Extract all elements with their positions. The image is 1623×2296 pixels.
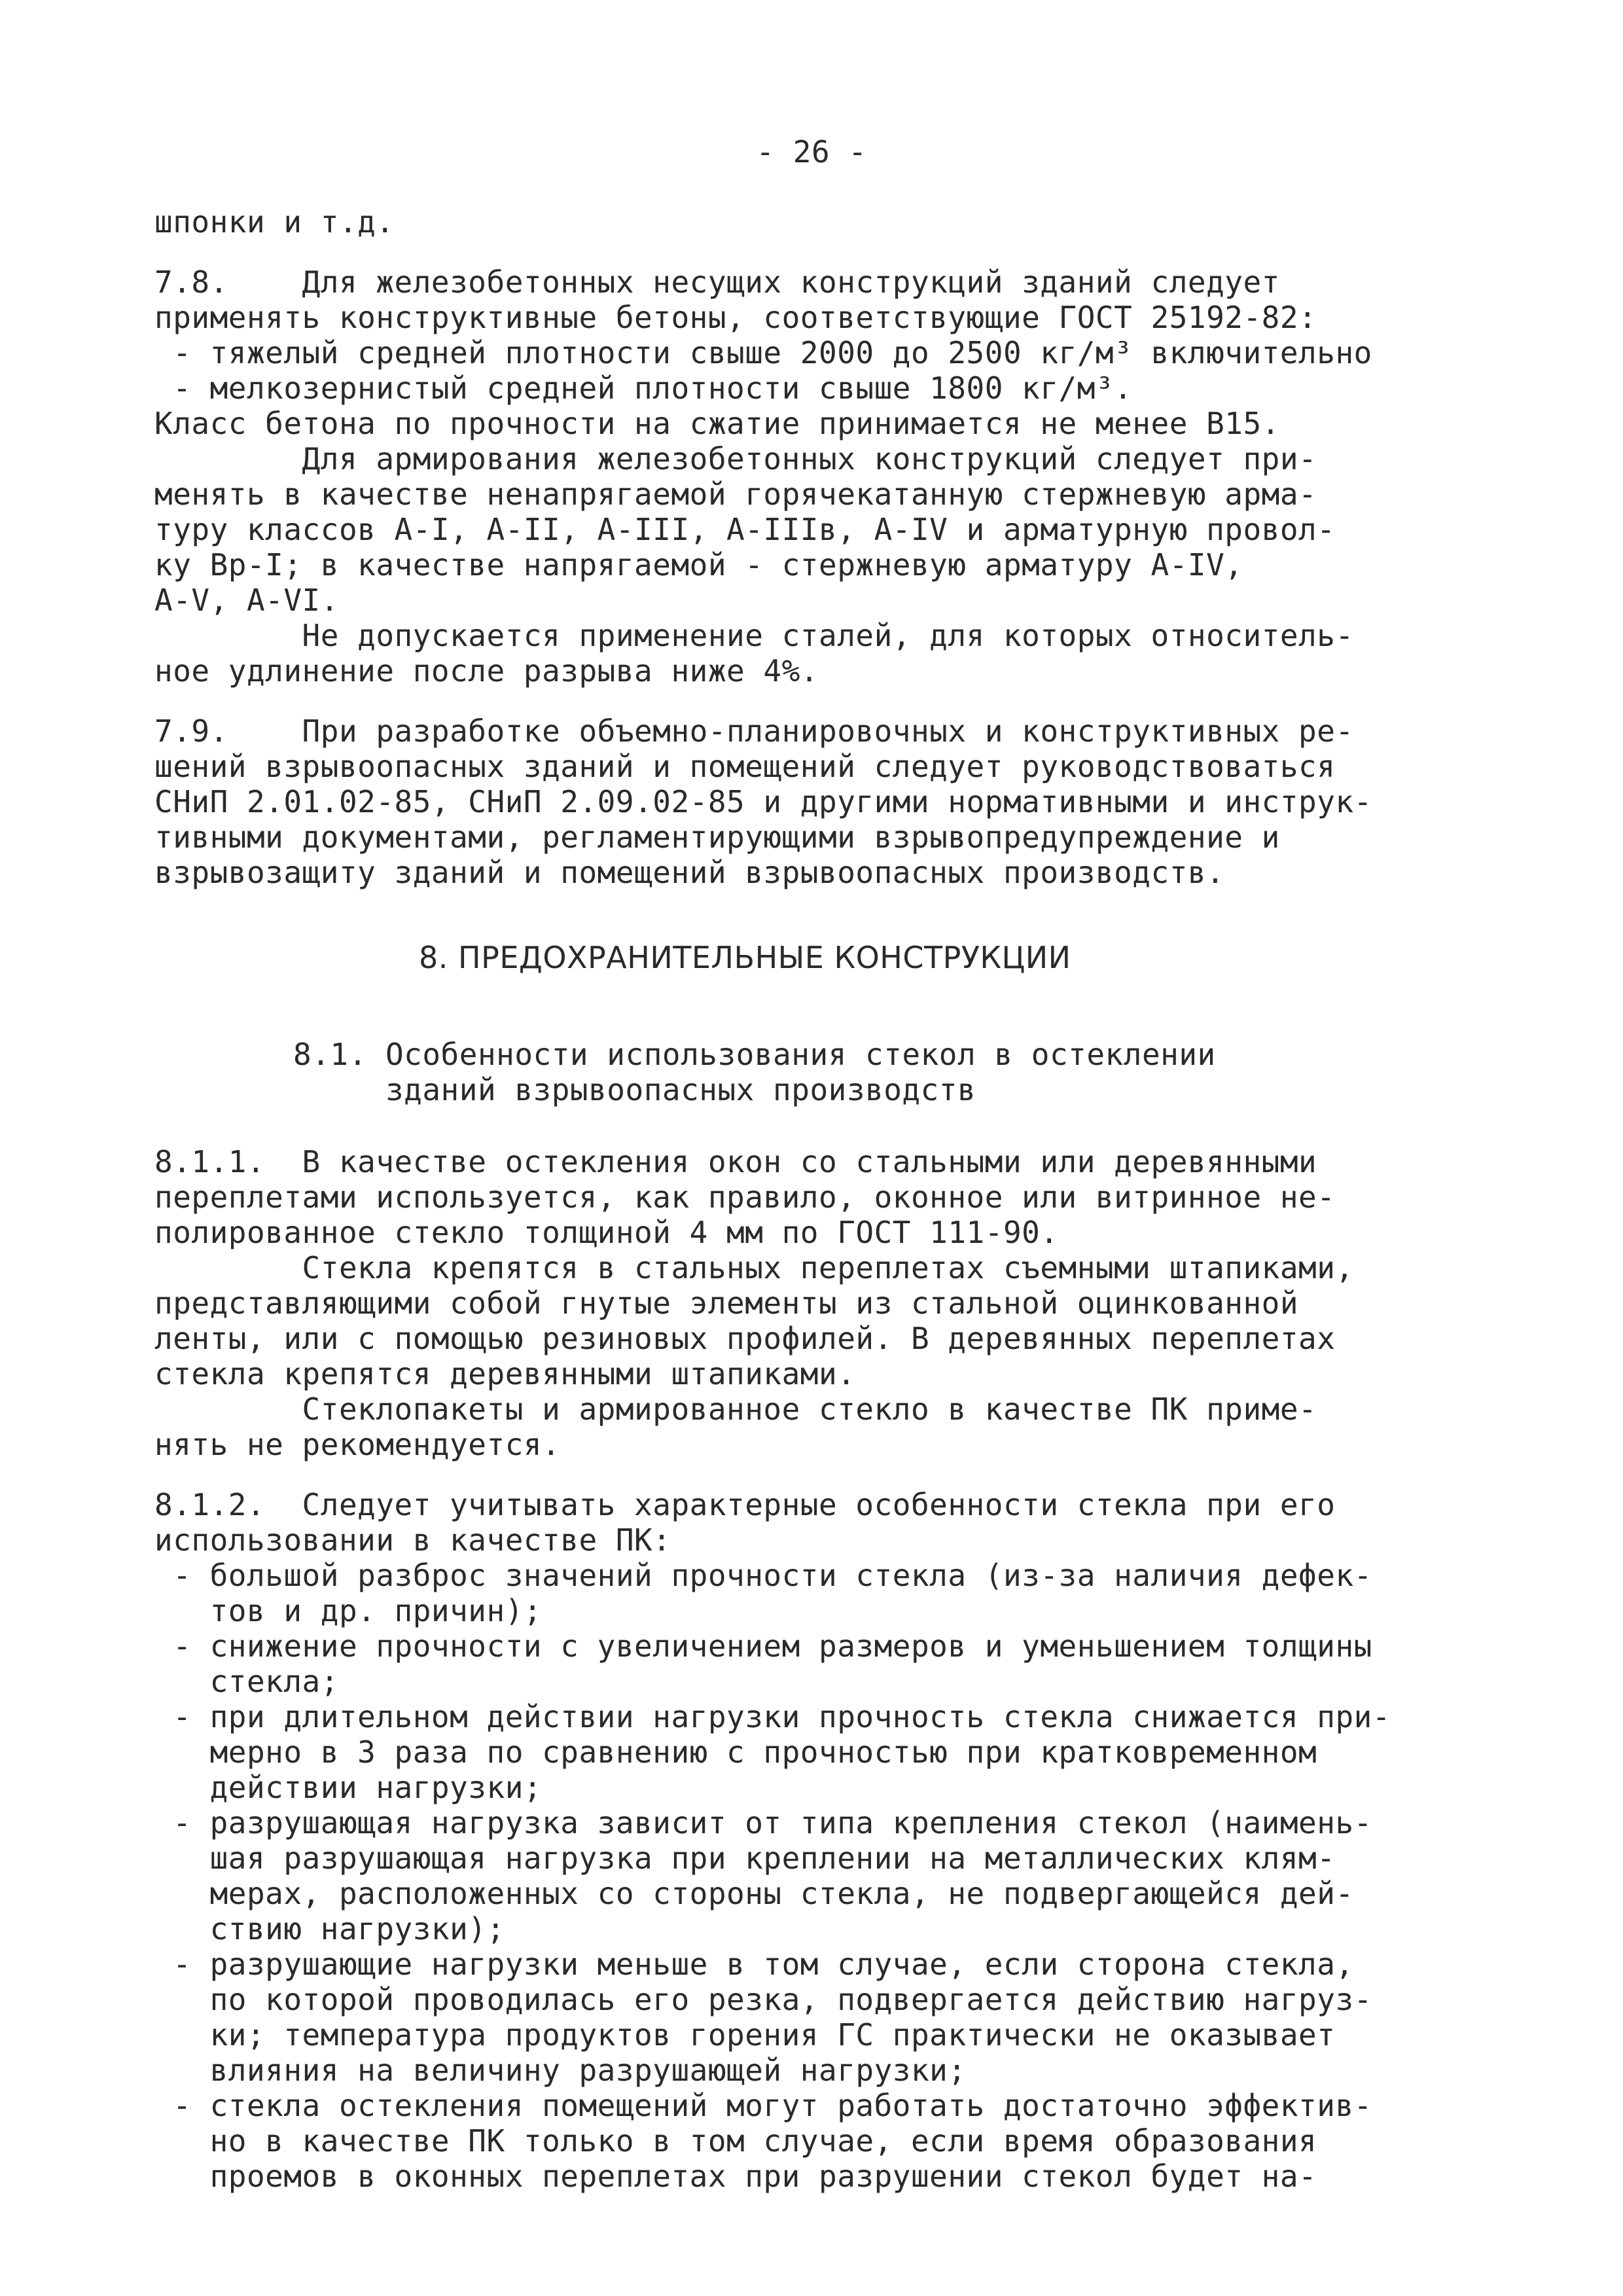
text-line: использовании в качестве ПК: (154, 1522, 671, 1558)
list-item: - разрушающие нагрузки меньше в том случае, если сторона стекла, (154, 1946, 1354, 1982)
text-line: по которой проводилась его резка, подвергается действию нагруз- (154, 1982, 1372, 2017)
text-line: ленты, или с помощью резиновых профилей. В деревянных переплетах (154, 1321, 1336, 1356)
text-line: тов и др. причин); (154, 1593, 543, 1628)
text-line: СНиП 2.01.02-85, СНиП 2.09.02-85 и другими нормативными и инструк- (154, 784, 1372, 819)
text-line: Класс бетона по прочности на сжатие принимается не менее В15. (154, 406, 1280, 441)
text-line: представляющими собой гнутые элементы из стальной оцинкованной (154, 1285, 1299, 1321)
page-number: - 26 - (756, 134, 867, 170)
text-line: 8.1. Особенности использования стекол в остеклении (293, 1037, 1216, 1072)
text-line: влияния на величину разрушающей нагрузки; (154, 2053, 967, 2088)
text-line: нять не рекомендуется. (154, 1427, 561, 1462)
text-line: Стеклопакеты и армированное стекло в качестве ПК приме- (154, 1391, 1317, 1427)
text-line: 7.9. При разработке объемно-планировочных и конструктивных ре- (154, 713, 1354, 749)
text-line: стекла крепятся деревянными штапиками. (154, 1356, 856, 1391)
text-line: - тяжелый средней плотности свыше 2000 до 2500 кг/м³ включительно (154, 335, 1372, 370)
text-line: мерно в 3 раза по сравнению с прочностью при кратковременном (154, 1734, 1317, 1770)
text-line: туру классов А-I, А-II, А-III, А-IIIв, А-IV и арматурную провол- (154, 512, 1336, 547)
intro-line: шпонки и т.д. (154, 204, 395, 240)
text-line: А-V, А-VI. (154, 583, 339, 618)
text-line: шений взрывоопасных зданий и помещений следует руководствоваться (154, 749, 1336, 784)
text-line: Не допускается применение сталей, для которых относитель- (154, 618, 1354, 653)
section-8-heading: 8. ПРЕДОХРАНИТЕЛЬНЫЕ КОНСТРУКЦИИ (419, 940, 1071, 975)
text-line: 7.8. Для железобетонных несущих конструкций зданий следует (154, 264, 1280, 300)
text-line: ствию нагрузки); (154, 1911, 505, 1946)
list-item: - при длительном действии нагрузки прочность стекла снижается при- (154, 1699, 1391, 1734)
list-item: - снижение прочности с увеличением размеров и уменьшением толщины (154, 1628, 1372, 1664)
text-line: ку Вр-I; в качестве напрягаемой - стержневую арматуру А-IV, (154, 547, 1243, 583)
text-line: мерах, расположенных со стороны стекла, не подвергающейся дей- (154, 1876, 1354, 1911)
text-line: проемов в оконных переплетах при разрушении стекол будет на- (154, 2159, 1317, 2194)
text-line: Для армирования железобетонных конструкций следует при- (154, 441, 1317, 476)
text-line: шая разрушающая нагрузка при креплении на металлических клям- (154, 1840, 1336, 1876)
text-line: ное удлинение после разрыва ниже 4%. (154, 653, 819, 689)
text-line: взрывозащиту зданий и помещений взрывоопасных производств. (154, 855, 1225, 890)
text-line: ки; температура продуктов горения ГС практически не оказывает (154, 2017, 1336, 2053)
text-line: зданий взрывоопасных производств (293, 1072, 976, 1107)
text-line: менять в качестве ненапрягаемой горячекатанную стержневую арма- (154, 476, 1317, 512)
text-line: применять конструктивные бетоны, соответствующие ГОСТ 25192-82: (154, 300, 1317, 335)
text-line: тивными документами, регламентирующими взрывопредупреждение и (154, 819, 1280, 855)
list-item: - стекла остекления помещений могут работать достаточно эффектив- (154, 2088, 1372, 2123)
text-line: Стекла крепятся в стальных переплетах съемными штапиками, (154, 1250, 1354, 1285)
text-line: переплетами используется, как правило, оконное или витринное не- (154, 1179, 1336, 1215)
list-item: - большой разброс значений прочности стекла (из-за наличия дефек- (154, 1558, 1372, 1593)
text-line: полированное стекло толщиной 4 мм по ГОСТ 111-90. (154, 1215, 1059, 1250)
text-line: но в качестве ПК только в том случае, если время образования (154, 2123, 1317, 2159)
text-line: - мелкозернистый средней плотности свыше 1800 кг/м³. (154, 370, 1133, 406)
list-item: - разрушающая нагрузка зависит от типа крепления стекол (наимень- (154, 1805, 1372, 1840)
text-line: 8.1.2. Следует учитывать характерные особенности стекла при его (154, 1487, 1336, 1522)
text-line: действии нагрузки; (154, 1770, 543, 1805)
text-line: стекла; (154, 1664, 339, 1699)
text-line: 8.1.1. В качестве остекления окон со стальными или деревянными (154, 1144, 1317, 1179)
